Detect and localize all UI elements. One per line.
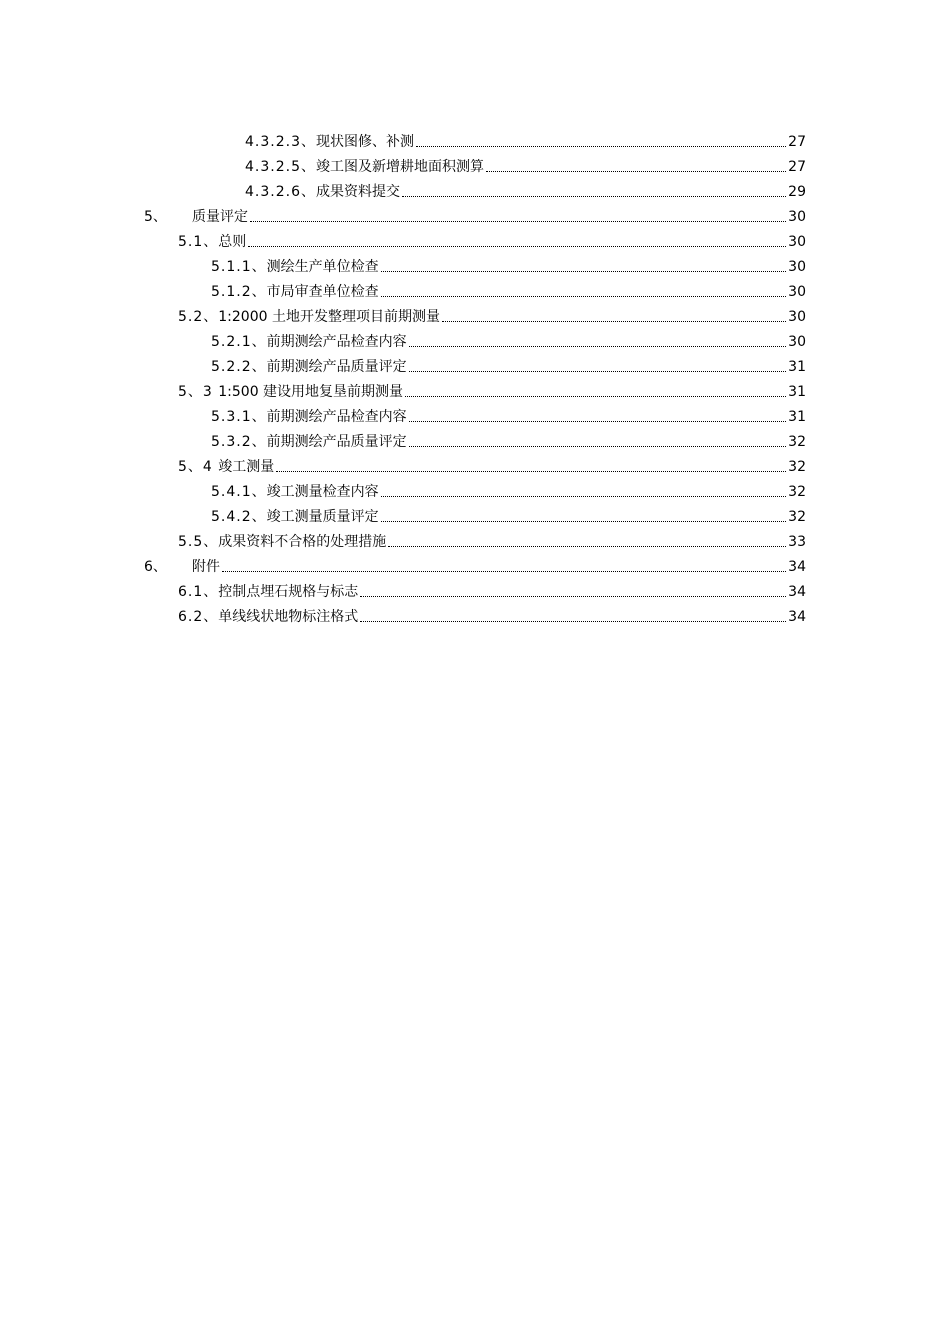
dot-leader bbox=[409, 446, 787, 447]
toc-entry-page: 32 bbox=[788, 484, 806, 500]
toc-entry-title: 附件 bbox=[192, 559, 220, 575]
dot-leader bbox=[409, 421, 787, 422]
toc-entry-number: 6.1、 bbox=[178, 584, 219, 600]
toc-entry[interactable] bbox=[0, 126, 950, 151]
toc-entry-number: 5.5、 bbox=[178, 534, 219, 550]
toc-entry-title: 竣工图及新增耕地面积测算 bbox=[315, 159, 484, 175]
dot-leader bbox=[360, 621, 786, 622]
toc-entry-number: 4.3.2.3、 bbox=[245, 134, 316, 150]
dot-leader bbox=[402, 196, 786, 197]
toc-entry[interactable] bbox=[0, 551, 950, 576]
toc-entry[interactable] bbox=[0, 476, 950, 501]
toc-entry-number: 6、 bbox=[144, 559, 167, 575]
toc-entry-number: 5.3.2、 bbox=[211, 434, 267, 450]
toc-entry-page: 30 bbox=[788, 234, 806, 250]
dot-leader bbox=[409, 371, 787, 372]
toc-entry-number: 5、3 bbox=[178, 384, 219, 400]
toc-entry-page: 31 bbox=[788, 359, 806, 375]
toc-entry-title: 测绘生产单位检查 bbox=[266, 259, 379, 275]
toc-entry-page: 32 bbox=[788, 459, 806, 475]
toc-entry[interactable] bbox=[0, 426, 950, 451]
toc-entry-number: 5.4.2、 bbox=[211, 509, 267, 525]
toc-entry[interactable] bbox=[0, 226, 950, 251]
dot-leader bbox=[381, 521, 787, 522]
toc-entry[interactable] bbox=[0, 301, 950, 326]
toc-entry-title: 前期测绘产品质量评定 bbox=[266, 359, 407, 375]
dot-leader bbox=[222, 571, 786, 572]
dot-leader bbox=[360, 596, 786, 597]
toc-entry-page: 33 bbox=[788, 534, 806, 550]
dot-leader bbox=[388, 546, 786, 547]
toc-entry-title: 市局审查单位检查 bbox=[266, 284, 379, 300]
toc-entry[interactable] bbox=[0, 576, 950, 601]
toc-entry-page: 31 bbox=[788, 409, 806, 425]
dot-leader bbox=[276, 471, 786, 472]
toc-entry-page: 34 bbox=[788, 584, 806, 600]
toc-entry[interactable] bbox=[0, 526, 950, 551]
toc-entry-number: 5.4.1、 bbox=[211, 484, 267, 500]
toc-entry-title: 1:2000 土地开发整理项目前期测量 bbox=[218, 309, 440, 325]
toc-entry-number: 4.3.2.6、 bbox=[245, 184, 316, 200]
toc-entry[interactable] bbox=[0, 451, 950, 476]
dot-leader bbox=[405, 396, 786, 397]
toc-entry-title: 竣工测量质量评定 bbox=[266, 509, 379, 525]
toc-entry-page: 27 bbox=[788, 159, 806, 175]
toc-entry-title: 成果资料提交 bbox=[315, 184, 400, 200]
toc-entry-title: 竣工测量 bbox=[218, 459, 275, 475]
toc-entry-page: 27 bbox=[788, 134, 806, 150]
toc-entry[interactable] bbox=[0, 351, 950, 376]
toc-entry-number: 5.1、 bbox=[178, 234, 219, 250]
toc-entry[interactable] bbox=[0, 401, 950, 426]
toc-entry[interactable] bbox=[0, 376, 950, 401]
toc-entry-page: 34 bbox=[788, 559, 806, 575]
toc-entry-number: 5、4 bbox=[178, 459, 219, 475]
toc-entry[interactable] bbox=[0, 151, 950, 176]
toc-entry-number: 5.1.1、 bbox=[211, 259, 267, 275]
toc-entry-number: 6.2、 bbox=[178, 609, 219, 625]
dot-leader bbox=[381, 296, 787, 297]
toc-entry[interactable] bbox=[0, 276, 950, 301]
toc-entry-title: 控制点埋石规格与标志 bbox=[218, 584, 359, 600]
dot-leader bbox=[250, 221, 786, 222]
toc-entry-title: 现状图修、补测 bbox=[315, 134, 414, 150]
toc-entry-number: 5.3.1、 bbox=[211, 409, 267, 425]
toc-entry-title: 竣工测量检查内容 bbox=[266, 484, 379, 500]
toc-entry-title: 前期测绘产品检查内容 bbox=[266, 409, 407, 425]
toc-entry-number: 5.2.1、 bbox=[211, 334, 267, 350]
toc-entry-page: 31 bbox=[788, 384, 806, 400]
toc-entry-page: 30 bbox=[788, 259, 806, 275]
dot-leader bbox=[248, 246, 786, 247]
toc-entry[interactable] bbox=[0, 501, 950, 526]
dot-leader bbox=[442, 321, 786, 322]
toc-entry[interactable] bbox=[0, 201, 950, 226]
toc-entry-title: 成果资料不合格的处理措施 bbox=[218, 534, 387, 550]
toc-entry-page: 30 bbox=[788, 209, 806, 225]
toc-entry-page: 30 bbox=[788, 334, 806, 350]
toc-entry[interactable] bbox=[0, 326, 950, 351]
dot-leader bbox=[381, 496, 787, 497]
toc-entry-number: 5.2、 bbox=[178, 309, 219, 325]
toc-entry-number: 5.2.2、 bbox=[211, 359, 267, 375]
toc-entry-page: 30 bbox=[788, 284, 806, 300]
toc-entry-title: 单线线状地物标注格式 bbox=[218, 609, 359, 625]
toc-entry-page: 30 bbox=[788, 309, 806, 325]
toc-entry-title: 1:500 建设用地复垦前期测量 bbox=[218, 384, 404, 400]
dot-leader bbox=[409, 346, 787, 347]
dot-leader bbox=[416, 146, 786, 147]
toc-entry-number: 5.1.2、 bbox=[211, 284, 267, 300]
toc-entry[interactable] bbox=[0, 176, 950, 201]
dot-leader bbox=[486, 171, 786, 172]
toc-entry-title: 前期测绘产品质量评定 bbox=[266, 434, 407, 450]
toc-entry-page: 32 bbox=[788, 509, 806, 525]
toc-entry-page: 29 bbox=[788, 184, 806, 200]
toc-entry-number: 4.3.2.5、 bbox=[245, 159, 316, 175]
toc-entry[interactable] bbox=[0, 251, 950, 276]
table-of-contents bbox=[0, 126, 950, 626]
toc-entry-page: 32 bbox=[788, 434, 806, 450]
toc-entry-page: 34 bbox=[788, 609, 806, 625]
toc-entry-title: 前期测绘产品检查内容 bbox=[266, 334, 407, 350]
toc-entry-title: 质量评定 bbox=[192, 209, 248, 225]
dot-leader bbox=[381, 271, 787, 272]
toc-entry-title: 总则 bbox=[218, 234, 247, 250]
toc-entry-number: 5、 bbox=[144, 209, 167, 225]
toc-entry[interactable] bbox=[0, 601, 950, 626]
